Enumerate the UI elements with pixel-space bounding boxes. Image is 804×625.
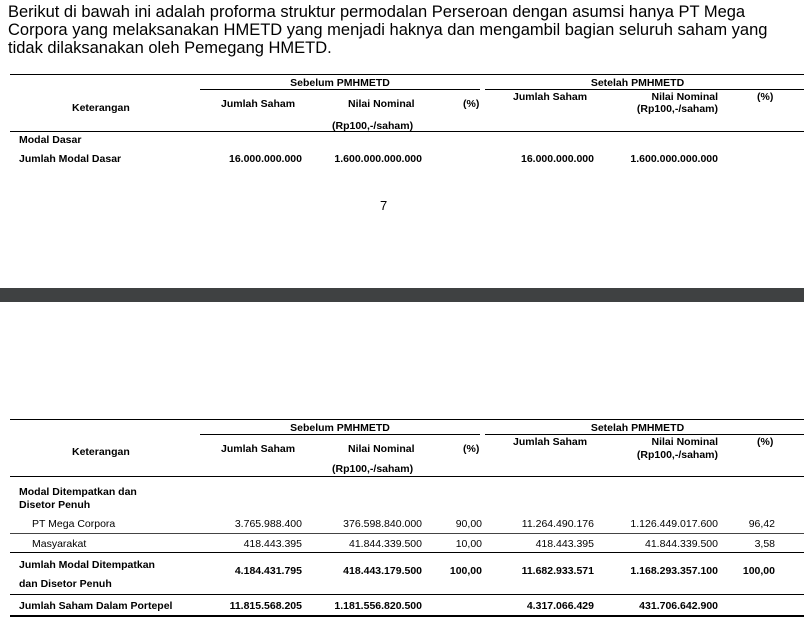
header-jumlah-saham-after: Jumlah Saham (513, 436, 588, 448)
after-nominal: 1.168.293.357.100 (630, 565, 718, 577)
header-nilai-nominal: Nilai Nominal (348, 98, 415, 110)
table-top-rule (10, 419, 804, 420)
after-nominal: 1.126.449.017.600 (630, 518, 718, 530)
header-bottom-rule (10, 131, 804, 132)
row-label: Jumlah Modal Dasar (19, 153, 122, 165)
section-modal-dasar: Modal Dasar (19, 134, 82, 146)
before-shares: 4.184.431.795 (234, 565, 302, 577)
header-rp-unit-after: (Rp100,-/saham) (636, 449, 718, 461)
header-rp-unit: (Rp100,-/saham) (332, 120, 414, 132)
table-bottom-rule (10, 615, 804, 617)
header-nilai-nominal: Nilai Nominal (348, 443, 415, 455)
portepel-label: Jumlah Saham Dalam Portepel (19, 600, 173, 612)
after-shares: 418.443.395 (535, 538, 594, 550)
after-shares: 11.682.933.571 (521, 565, 594, 577)
before-nominal: 1.600.000.000.000 (334, 153, 422, 165)
header-bottom-rule (10, 476, 804, 477)
after-pct: 3,58 (754, 538, 775, 550)
after-shares: 16.000.000.000 (521, 153, 594, 165)
row-rule (10, 533, 804, 534)
header-pct: (%) (463, 98, 480, 110)
before-nominal: 376.598.840.000 (343, 518, 422, 530)
before-nominal: 1.181.556.820.500 (334, 600, 422, 612)
page-break-divider (0, 288, 804, 302)
group-rule-before (200, 89, 480, 90)
after-nominal: 431.706.642.900 (639, 600, 718, 612)
row-rule (10, 552, 804, 553)
header-rp-unit: (Rp100,-/saham) (332, 463, 414, 475)
before-pct: 100,00 (449, 565, 482, 577)
after-nominal: 41.844.339.500 (645, 538, 718, 550)
after-shares: 11.264.490.176 (521, 518, 594, 530)
before-pct: 10,00 (455, 538, 482, 550)
before-pct: 90,00 (455, 518, 482, 530)
before-shares: 11.815.568.205 (229, 600, 302, 612)
before-nominal: 418.443.179.500 (343, 565, 422, 577)
header-nilai-nominal-after: Nilai Nominal (651, 436, 718, 448)
after-nominal: 1.600.000.000.000 (630, 153, 718, 165)
header-nilai-nominal-after: Nilai Nominal (651, 91, 718, 103)
page-number: 7 (380, 198, 388, 213)
row-label: PT Mega Corpora (32, 518, 116, 530)
total-label-line2: dan Disetor Penuh (19, 578, 112, 590)
before-shares: 418.443.395 (243, 538, 302, 550)
header-pct-after: (%) (757, 436, 774, 448)
total-rule (10, 594, 804, 595)
header-before: Sebelum PMHMETD (290, 77, 390, 89)
section-modal-ditempatkan-line1: Modal Ditempatkan dan (19, 486, 137, 498)
header-jumlah-saham: Jumlah Saham (221, 98, 296, 110)
after-pct: 96,42 (748, 518, 775, 530)
row-label: Masyarakat (32, 538, 87, 550)
header-keterangan: Keterangan (72, 446, 130, 458)
group-rule-after (485, 434, 804, 435)
group-rule-before (200, 434, 480, 435)
header-jumlah-saham-after: Jumlah Saham (513, 91, 588, 103)
group-rule-after (485, 89, 804, 90)
header-after: Setelah PMHMETD (590, 77, 685, 89)
after-shares: 4.317.066.429 (526, 600, 594, 612)
total-label-line1: Jumlah Modal Ditempatkan (19, 559, 155, 571)
before-nominal: 41.844.339.500 (349, 538, 422, 550)
header-after: Setelah PMHMETD (590, 422, 685, 434)
header-pct: (%) (463, 443, 480, 455)
header-before: Sebelum PMHMETD (290, 422, 390, 434)
intro-paragraph: Berikut di bawah ini adalah proforma struktur permodalan Perseroan dengan asumsi hanya PT Mega Corpora yang melaksanakan HMETD yang menjadi haknya dan mengambil bagian seluruh saham yang tidak dilaksanakan oleh Pemegang HMETD. (8, 3, 768, 57)
header-pct-after: (%) (757, 91, 774, 103)
before-shares: 3.765.988.400 (234, 518, 302, 530)
before-shares: 16.000.000.000 (229, 153, 302, 165)
header-rp-unit-after: (Rp100,-/saham) (636, 103, 718, 115)
section-modal-ditempatkan-line2: Disetor Penuh (19, 499, 91, 511)
header-jumlah-saham: Jumlah Saham (221, 443, 296, 455)
header-keterangan: Keterangan (72, 102, 130, 114)
after-pct: 100,00 (742, 565, 775, 577)
table-top-rule (10, 74, 804, 75)
